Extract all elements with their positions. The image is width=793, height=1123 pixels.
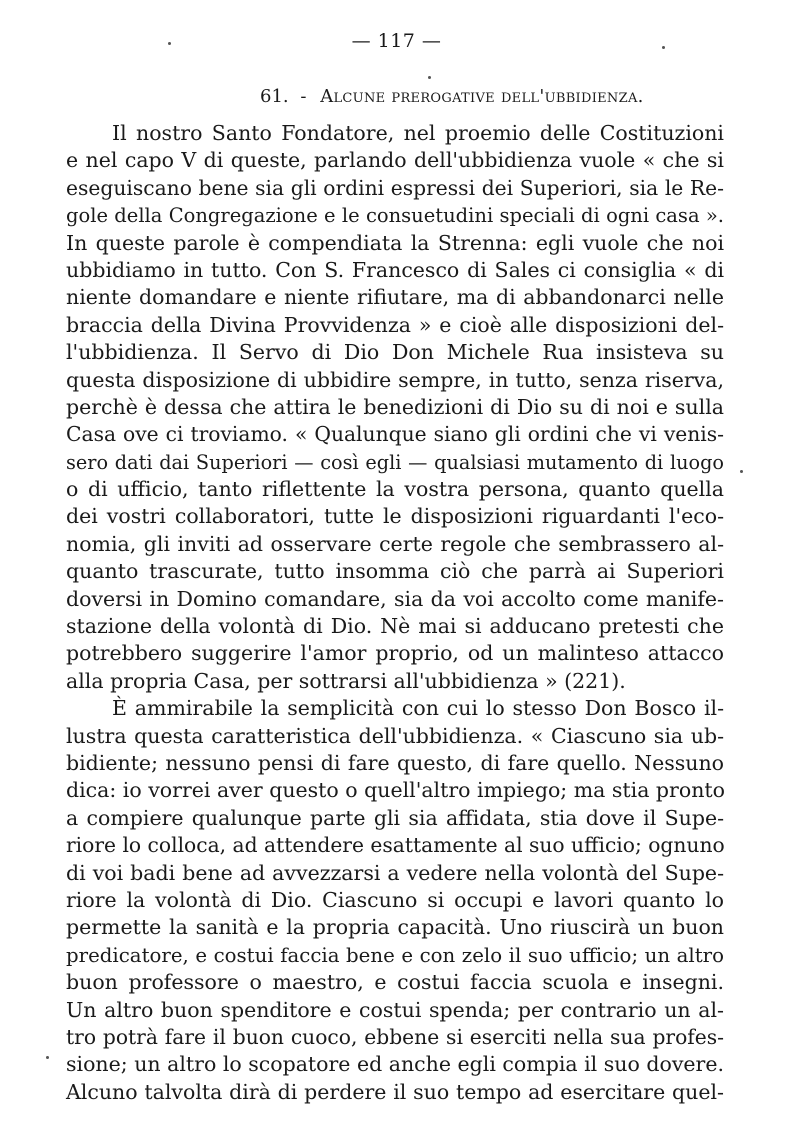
text-line: tro potrà fare il buon cuoco, ebbene si eserciti nella sua profes- [66, 1024, 724, 1049]
scan-speck [428, 76, 431, 79]
text-line: buon professore o maestro, e costui faccia scuola e insegni. [66, 970, 724, 995]
section-dash: - [300, 86, 307, 107]
text-line: stazione della volontà di Dio. Nè mai si adducano pretesti che [66, 614, 724, 639]
text-line: nomia, gli inviti ad osservare certe regole che sembrassero al- [66, 531, 724, 556]
text-line: alla propria Casa, per sottrarsi all'ubbidienza » (221). [66, 668, 626, 693]
scan-speck [168, 42, 171, 45]
text-line: riore la volontà di Dio. Ciascuno si occupi e lavori quanto lo [66, 887, 724, 912]
text-line: Alcuno talvolta dirà di perdere il suo tempo ad esercitare quel- [66, 1079, 724, 1104]
text-line: Un altro buon spenditore e costui spenda; per contrario un al- [66, 997, 724, 1022]
text-line: bidiente; nessuno pensi di fare questo, di fare quello. Nessuno [66, 750, 724, 775]
text-line: e nel capo V di queste, parlando dell'ubbidienza vuole « che si [66, 148, 724, 173]
text-line: Casa ove ci troviamo. « Qualunque siano gli ordini che vi venis- [66, 422, 724, 447]
text-line: In queste parole è compendiata la Strenna: egli vuole che noi [66, 230, 724, 255]
text-line: dica: io vorrei aver questo o quell'altro impiego; ma stia pronto [66, 778, 725, 803]
text-line: ubbidiamo in tutto. Con S. Francesco di Sales ci consiglia « di [66, 257, 724, 282]
text-line: a compiere qualunque parte gli sia affidata, stia dove il Supe- [66, 805, 724, 830]
text-line: di voi badi bene ad avvezzarsi a vedere nella volontà del Supe- [66, 860, 724, 885]
text-line: dei vostri collaboratori, tutte le disposizioni riguardanti l'eco- [66, 504, 724, 529]
text-line: o di ufficio, tanto riflettente la vostra persona, quanto quella [66, 477, 724, 502]
text-line: perchè è dessa che attira le benedizioni di Dio su di noi e sulla [66, 394, 724, 419]
text-line: È ammirabile la semplicità con cui lo stesso Don Bosco il- [112, 696, 724, 721]
scan-speck [740, 470, 743, 473]
text-line: eseguiscano bene sia gli ordini espressi dei Superiori, sia le Re- [66, 175, 724, 200]
scan-speck [46, 1056, 49, 1059]
section-heading [260, 86, 730, 107]
text-line: Il nostro Santo Fondatore, nel proemio delle Costituzioni [112, 121, 724, 145]
text-line: questa disposizione di ubbidire sempre, in tutto, senza riserva, [66, 367, 724, 392]
text-line: braccia della Divina Provvidenza » e cioè alle disposizioni del- [66, 312, 724, 337]
text-line: riore lo colloca, ad attendere esattamente al suo ufficio; ognuno [66, 833, 725, 858]
text-line: sero dati dai Superiori — così egli — qualsiasi mutamento di luogo [66, 450, 724, 474]
text-line: predicatore, e costui faccia bene e con zelo il suo ufficio; un altro [66, 943, 724, 967]
text-line: gole della Congregazione e le consuetudini speciali di ogni casa ». [66, 204, 724, 228]
text-line: quanto trascurate, tutto insomma ciò che parrà ai Superiori [66, 559, 724, 584]
page-number: — 117 — [351, 30, 442, 52]
text-line: permette la sanità e la propria capacità. Uno riuscirà un buon [66, 915, 724, 940]
section-number: 61. [260, 86, 289, 107]
text-line: doversi in Domino comandare, sia da voi accolto come manife- [66, 586, 724, 611]
text-line: potrebbero suggerire l'amor proprio, od un malinteso attacco [66, 641, 724, 666]
text-line: niente domandare e niente rifiutare, ma di abbandonarci nelle [66, 285, 724, 310]
text-line: l'ubbidienza. Il Servo di Dio Don Michele Rua insisteva su [66, 340, 724, 365]
section-title: Alcune prerogative dell'ubbidienza. [320, 86, 644, 107]
scan-speck [662, 46, 665, 49]
text-line: lustra questa caratteristica dell'ubbidienza. « Ciascuno sia ub- [66, 723, 724, 748]
text-line: sione; un altro lo scopatore ed anche egli compia il suo dovere. [66, 1052, 724, 1077]
body-text [66, 120, 724, 1106]
